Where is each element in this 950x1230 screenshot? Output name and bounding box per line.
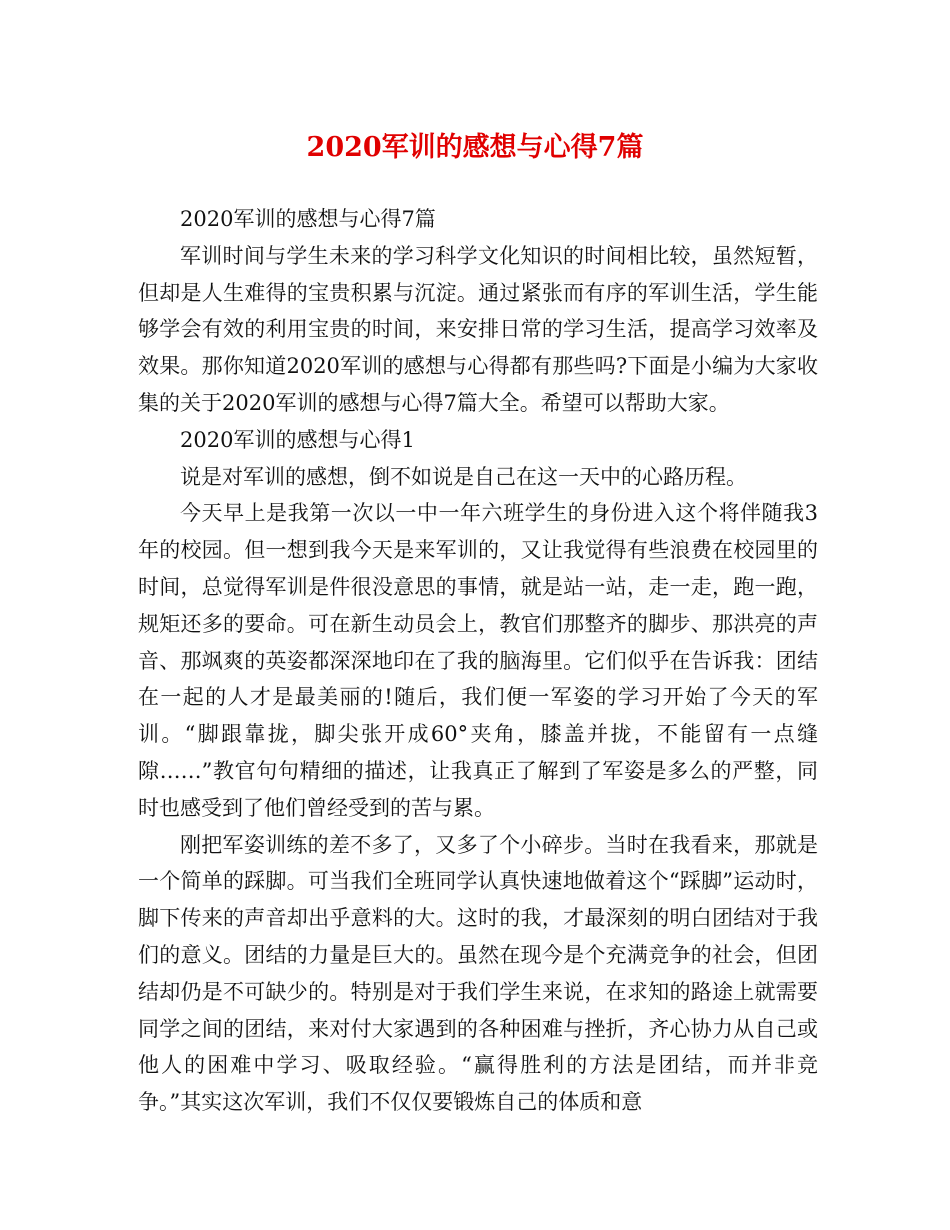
section-heading-1: 2020军训的感想与心得1 <box>180 427 415 452</box>
document-body <box>138 201 818 1121</box>
document-title: 2020军训的感想与心得7篇 <box>306 132 644 163</box>
intro-paragraph: 军训时间与学生未来的学习科学文化知识的时间相比较，虽然短暂，但却是人生难得的宝贵积累与沉淀。通过紧张而有序的军训生活，学生能够学会有效的利用宝贵的时间，来安排日常的学习生活，提高学习效率及效果。那你知道2020军训的感想与心得都有那些吗?下面是小编为大家收集的关于2020军训的感想与心得7篇大全。希望可以帮助大家。 <box>138 243 818 415</box>
body-paragraph: 说是对军训的感想，倒不如说是自己在这一天中的心路历程。 <box>180 464 747 489</box>
subtitle-line: 2020军训的感想与心得7篇 <box>180 207 436 231</box>
body-paragraph: 刚把军姿训练的差不多了，又多了个小碎步。当时在我看来，那就是一个简单的踩脚。可当我们全班同学认真快速地做着这个“踩脚”运动时，脚下传来的声音却出乎意料的大。这时的我，才最深刻的明白团结对于我们的意义。团结的力量是巨大的。虽然在现今是个充满竞争的社会，但团结却仍是不可缺少的。特别是对于我们学生来说，在求知的路途上就需要同学之间的团结，来对付大家遇到的各种困难与挫折，齐心协力从自己或他人的困难中学习、吸取经验。“赢得胜利的方法是团结，而并非竞争。”其实这次军训，我们不仅仅要锻炼自己的体质和意 <box>138 832 818 1115</box>
body-paragraph: 今天早上是我第一次以一中一年六班学生的身份进入这个将伴随我3年的校园。但一想到我今天是来军训的，又让我觉得有些浪费在校园里的时间，总觉得军训是件很没意思的事情，就是站一站，走一走，跑一跑，规矩还多的要命。可在新生动员会上，教官们那整齐的脚步、那洪亮的声音、那飒爽的英姿都深深地印在了我的脑海里。它们似乎在告诉我：团结在一起的人才是最美丽的!随后，我们便一军姿的学习开始了今天的军训。“脚跟靠拢，脚尖张开成60°夹角，膝盖并拢，不能留有一点缝隙……”教官句句精细的描述，让我真正了解到了军姿是多么的严整，同时也感受到了他们曾经受到的苦与累。 <box>138 501 818 820</box>
